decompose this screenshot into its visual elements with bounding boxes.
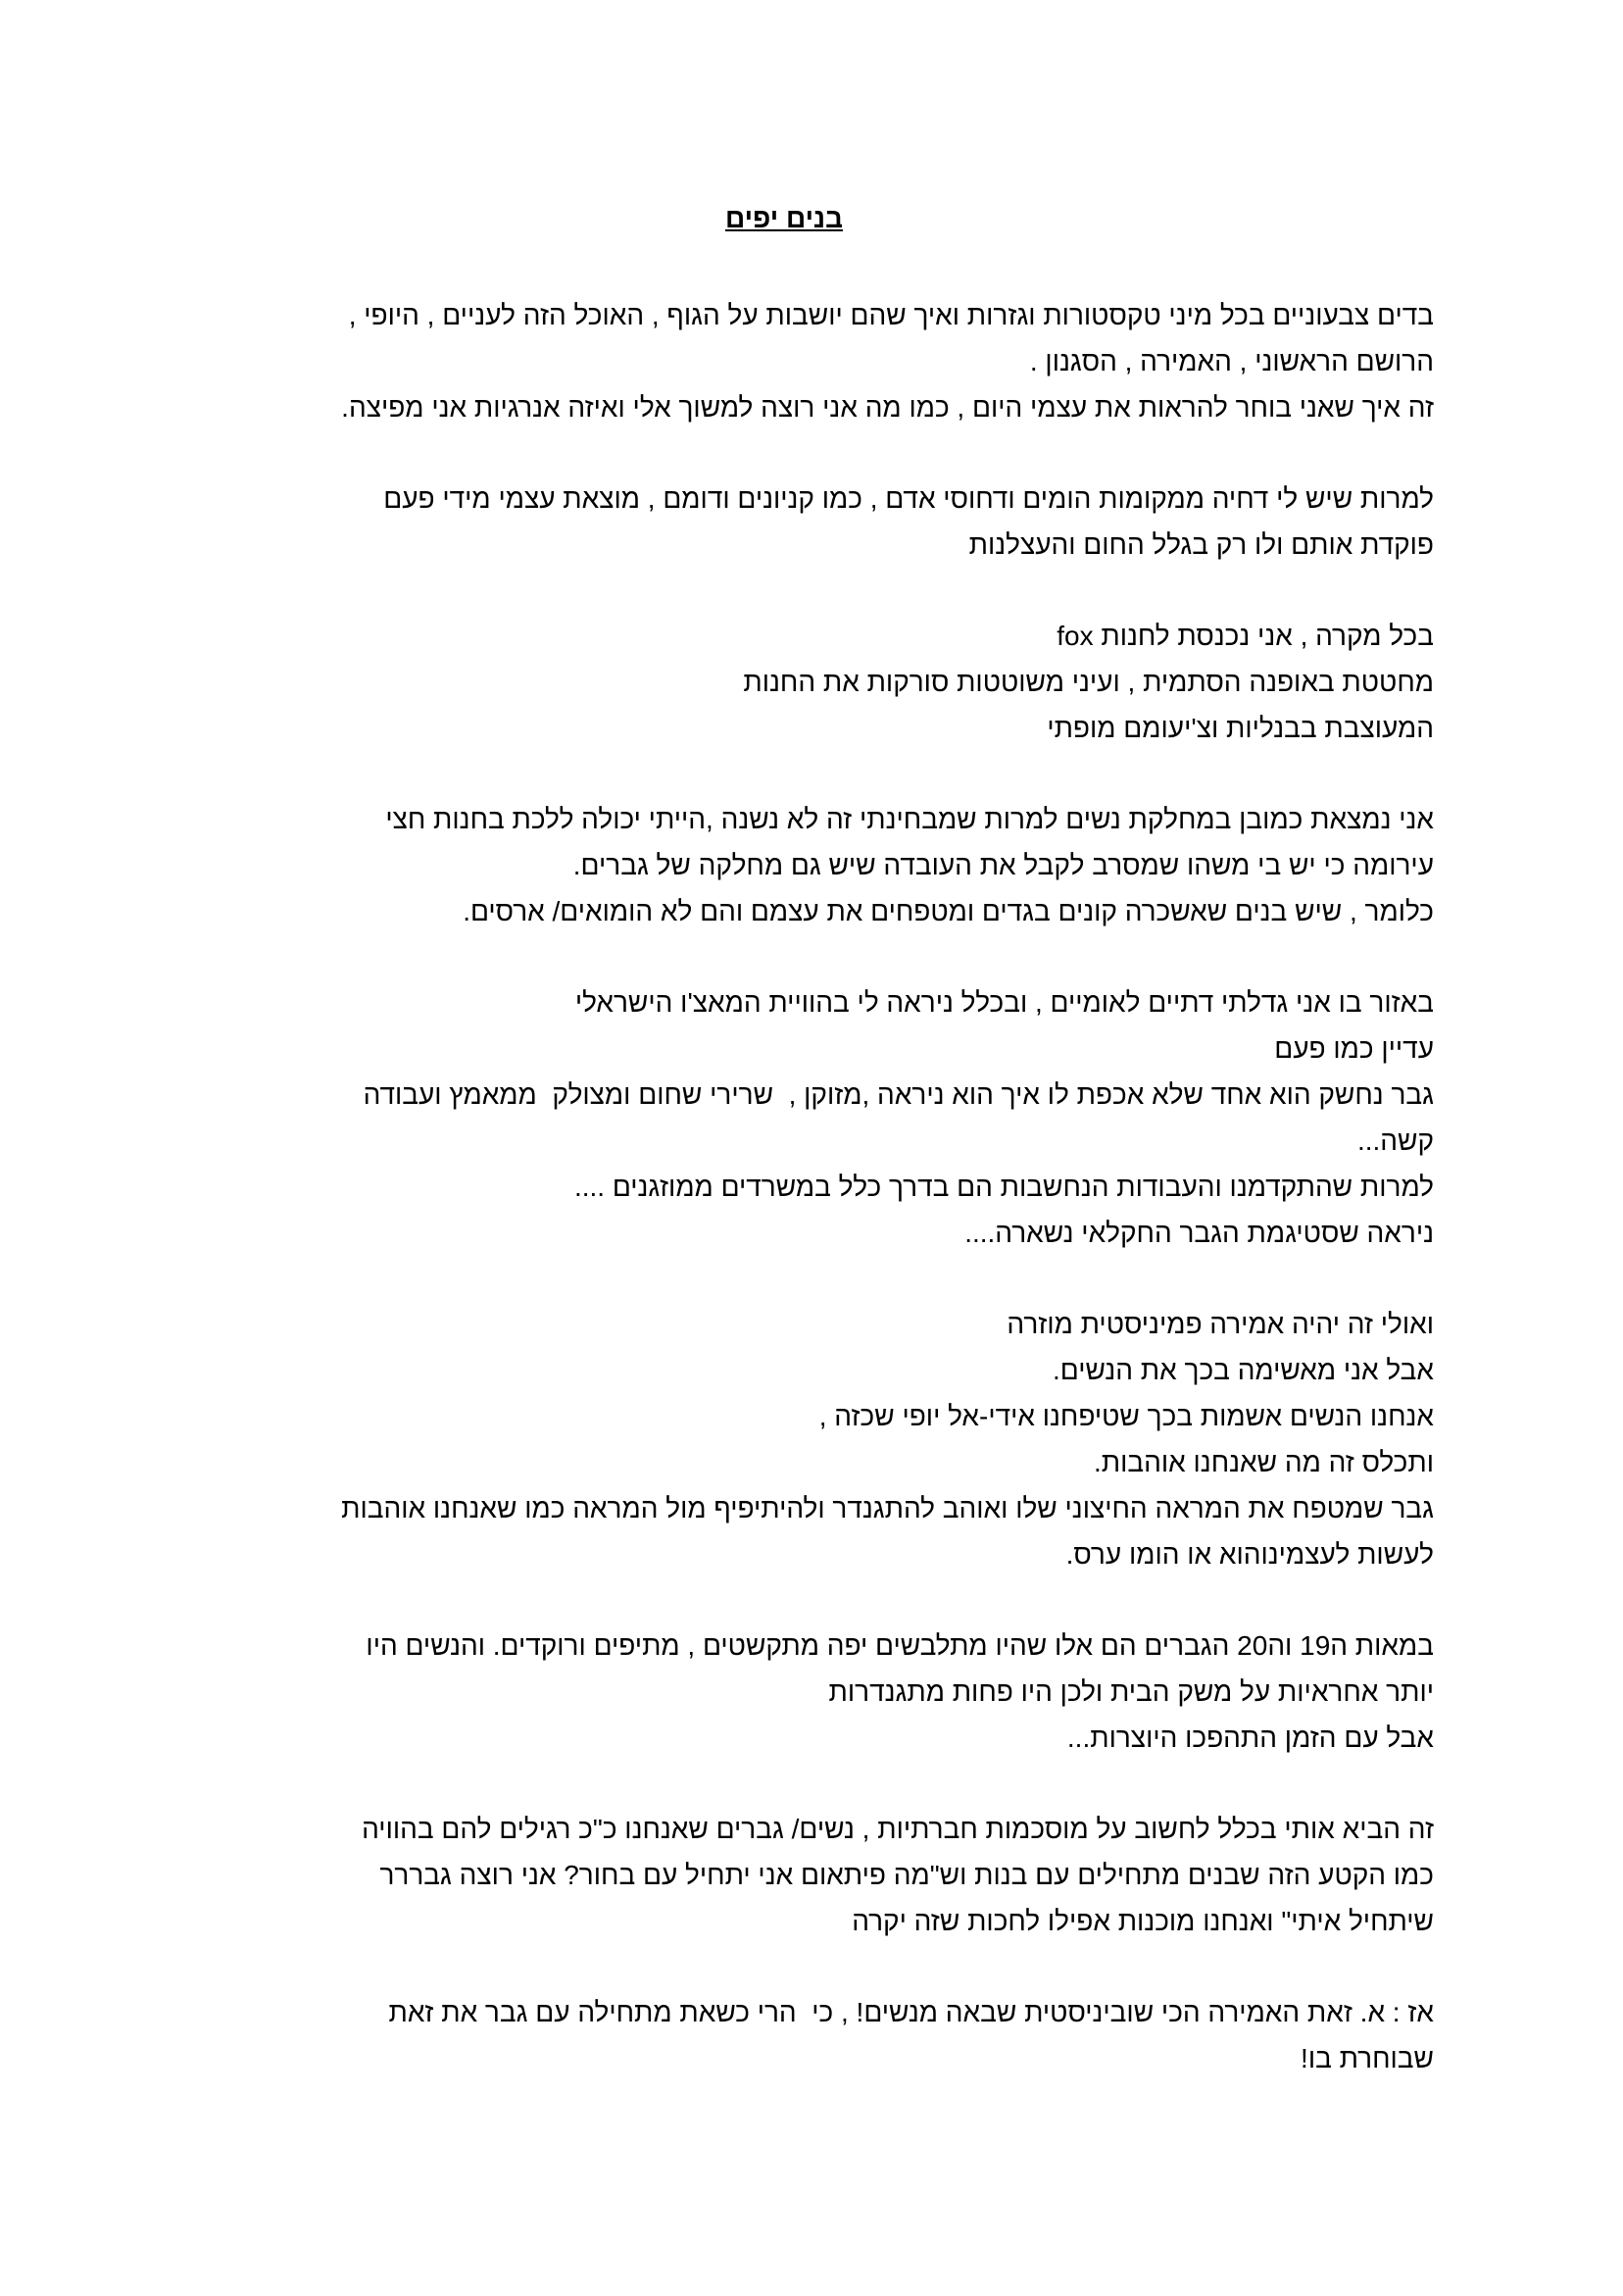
paragraph-9-line-2: שבוחרת בו! <box>1301 2043 1434 2073</box>
paragraph-9-line-1: אז : א. זאת האמירה הכי שוביניסטית שבאה מנשים! , כי הרי כשאת מתחילה עם גבר את זאת <box>388 1997 1434 2027</box>
paragraph-1-line-2: הרושם הראשוני , האמירה , הסגנון . <box>1029 346 1434 376</box>
paragraph-4-line-1: אני נמצאת כמובן במחלקת נשים למרות שמבחינתי זה לא נשנה ,הייתי יכולה ללכת בחנות חצי <box>385 804 1434 834</box>
paragraph-7-line-3: אבל עם הזמן התהפכו היוצרות... <box>1066 1722 1434 1753</box>
paragraph-3-line-1: בכל מקרה , אני נכנסת לחנות fox <box>1057 621 1434 651</box>
paragraph-6-line-3: אנחנו הנשים אשמות בכך שטיפחנו אידי-אל יופי שכזה , <box>818 1401 1434 1431</box>
paragraph-3-line-3: המעוצבת בבנליות וצ'יעומם מופתי <box>1047 713 1434 743</box>
paragraph-4-line-3: כלומר , שיש בנים שאשכרה קונים בגדים ומטפחים את עצמם והם לא הומואים/ ארסים. <box>463 896 1434 926</box>
paragraph-6-line-5: גבר שמטפח את המראה החיצוני שלו ואוהב להתגנדר ולהיתיפיף מול המראה כמו שאנחנו אוהבות <box>341 1493 1434 1523</box>
paragraph-5-line-3: גבר נחשק הוא אחד שלא אכפת לו איך הוא ניראה ,מזוקן , שרירי שחום ומצולק ממאמץ ועבודה <box>363 1079 1434 1110</box>
paragraph-7-line-2: יותר אחראיות על משק הבית ולכן היו פחות מתגנדרות <box>828 1676 1434 1707</box>
paragraph-5-line-4: קשה... <box>1356 1125 1434 1156</box>
paragraph-8-line-2: כמו הקטע הזה שבנים מתחילים עם בנות וש"מה פיתאום אני יתחיל עם בחור? אני רוצה גבררר <box>379 1860 1434 1890</box>
document-title: בנים יפים <box>724 203 844 233</box>
paragraph-6-line-4: ותכלס זה מה שאנחנו אוהבות. <box>1094 1447 1434 1477</box>
paragraph-8-line-3: שיתחיל איתי" ואנחנו מוכנות אפילו לחכות שזה יקרה <box>852 1906 1434 1936</box>
paragraph-6-line-2: אבל אני מאשימה בכך את הנשים. <box>1053 1355 1434 1385</box>
paragraph-5-line-6: ניראה שסטיגמת הגבר החקלאי נשארה.... <box>964 1218 1434 1248</box>
paragraph-5-line-2: עדיין כמו פעם <box>1274 1033 1434 1064</box>
paragraph-8-line-1: זה הביא אותי בכלל לחשוב על מוסכמות חברתיות , נשים/ גברים שאנחנו כ"כ רגילים להם בהוויה <box>362 1814 1434 1844</box>
paragraph-5-line-5: למרות שהתקדמנו והעבודות הנחשבות הם בדרך כלל במשרדים ממוזגנים .... <box>573 1172 1434 1202</box>
paragraph-2-line-1: למרות שיש לי דחיה ממקומות הומים ודחוסי אדם , כמו קניונים ודומם , מוצאת עצמי מידי פעם <box>383 483 1434 514</box>
paragraph-5-line-1: באזור בו אני גדלתי דתיים לאומיים , ובכלל ניראה לי בהוויית המאצ'ו הישראלי <box>574 987 1434 1018</box>
paragraph-6-line-1: ואולי זה יהיה אמירה פמיניסטית מוזרה <box>1007 1309 1434 1339</box>
paragraph-1-line-1: בדים צבעוניים בכל מיני טקסטורות וגזרות ואיך שהם יושבות על הגוף , האוכל הזה לעניים , היופי , <box>348 300 1434 330</box>
paragraph-6-line-6: לעשות לעצמינוהוא או הומו ערס. <box>1065 1539 1434 1570</box>
paragraph-3-line-2: מחטטת באופנה הסתמית , ועיני משוטטות סורקות את החנות <box>743 667 1434 697</box>
paragraph-7-line-1: במאות ה19 וה20 הגברים הם אלו שהיו מתלבשים יפה מתקשטים , מתיפים ורוקדים. והנשים היו <box>366 1630 1434 1661</box>
paragraph-1-line-3: זה איך שאני בוחר להראות את עצמי היום , כמו מה אני רוצה למשוך אלי ואיזה אנרגיות אני מפיצה. <box>341 392 1434 423</box>
paragraph-2-line-2: פוקדת אותם ולו רק בגלל החום והעצלנות <box>968 529 1434 560</box>
paragraph-4-line-2: עירומה כי יש בי משהו שמסרב לקבל את העובדה שיש גם מחלקה של גברים. <box>572 850 1434 880</box>
